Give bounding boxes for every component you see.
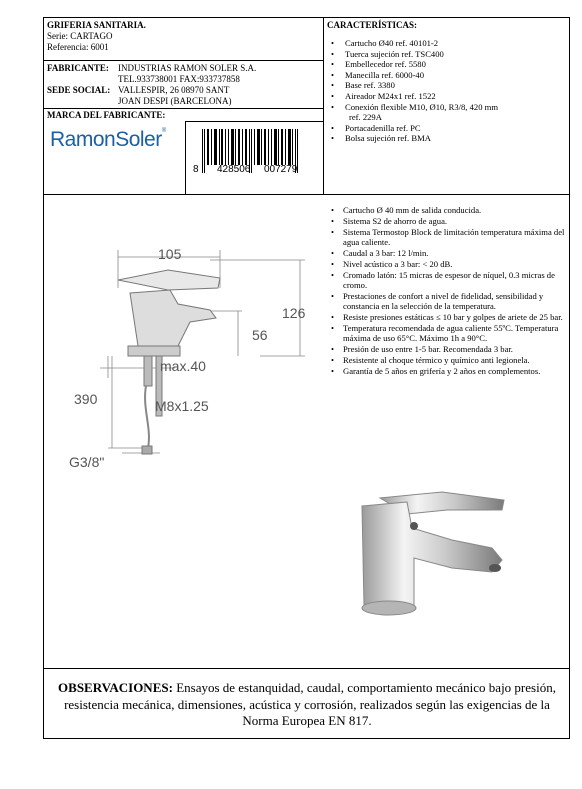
dimension-105: 105 <box>158 246 182 262</box>
list-item: • Nivel acústico a 3 bar: < 20 dB. <box>330 259 568 269</box>
divider-observaciones <box>43 668 570 669</box>
list-item: • Bolsa sujeción ref. BMA <box>327 133 563 144</box>
list-item: • Manecilla ref. 6000-40 <box>327 70 563 81</box>
dimension-56: 56 <box>252 327 268 343</box>
dimension-126: 126 <box>282 305 306 321</box>
list-item: • Cromado latón: 15 micras de espesor de níquel, 0.3 micras de cromo. <box>330 270 568 291</box>
dimension-m8: M8x1.25 <box>155 398 209 414</box>
fabricante-value: INDUSTRIAS RAMON SOLER S.A. <box>118 63 257 73</box>
divider-header-1 <box>43 60 323 61</box>
divider-top-vertical <box>323 17 324 194</box>
conexion-text: Conexión flexible M10, Ø10, R3/8, 420 mm <box>345 101 499 112</box>
list-item: • Resistente al choque térmico y químico anti legionela. <box>330 355 568 365</box>
document-title: GRIFERIA SANITARIA. <box>47 20 146 30</box>
dimension-390: 390 <box>74 391 98 407</box>
barcode-image <box>188 127 319 184</box>
barcode-digit-group-2: 007279 <box>264 164 298 175</box>
divider-top-section <box>43 194 570 195</box>
barcode-digit-1: 8 <box>193 164 199 175</box>
list-item: • Sistema Termostop Block de limitación temperatura máxima del agua caliente. <box>330 227 568 248</box>
list-item: • Cartucho Ø 40 mm de salida conducida. <box>330 205 568 215</box>
observaciones-text: Ensayos de estanquidad, caudal, comportamiento mecánico bajo presión, resistencia mecánica, dimensiones, acústica y corrosión, realizados según las exigencias de la Norma Europea EN 817. <box>64 680 556 728</box>
dimension-max40: max.40 <box>160 358 206 374</box>
list-item: • Resiste presiones estáticas ≤ 10 bar y golpes de ariete de 25 bar. <box>330 312 568 322</box>
barcode-left-border <box>185 121 186 194</box>
list-item: • Cartucho Ø40 ref. 40101-2 <box>327 38 563 49</box>
list-item: • Temperatura recomendada de agua caliente 55ºC. Temperatura máxima de uso 65°C. Máximo 1h a 90°C. <box>330 323 568 344</box>
barcode-digit-group-1: 428506 <box>217 164 251 175</box>
caracteristicas-list <box>327 38 563 144</box>
serie-text: Serie: CARTAGO <box>47 31 113 41</box>
list-item <box>327 102 563 123</box>
observaciones-block <box>52 680 562 730</box>
sede-value: VALLESPIR, 26 08970 SANT <box>118 85 230 95</box>
ramon-soler-logo: RamonSoler® <box>50 128 166 151</box>
observaciones-label: OBSERVACIONES: <box>58 680 173 695</box>
caracteristicas-title: CARACTERÍSTICAS: <box>327 20 418 30</box>
dimension-g38: G3/8" <box>69 454 105 470</box>
list-item: • Embellecedor ref. 5580 <box>327 59 563 70</box>
barcode-top-border <box>185 121 323 122</box>
list-item: • Base ref. 3380 <box>327 80 563 91</box>
conexion-ref: ref. 229A <box>349 112 382 123</box>
list-item: • Tuerca sujeción ref. TSC400 <box>327 49 563 60</box>
referencia-text: Referencia: 6001 <box>47 42 109 52</box>
list-item: • Sistema S2 de ahorro de agua. <box>330 216 568 226</box>
fabricante-phone: TEL.933738001 FAX:933737858 <box>118 74 240 84</box>
brand-name: RamonSoler <box>50 128 162 151</box>
list-item: • Aireador M24x1 ref. 1522 <box>327 91 563 102</box>
list-item: • Prestaciones de confort a nivel de fidelidad, sensibilidad y constancia en la selección de la temperatura. <box>330 291 568 312</box>
faucet-product-image <box>352 488 517 623</box>
list-item: • Garantía de 5 años en grifería y 2 años en complementos. <box>330 366 568 376</box>
fabricante-label: FABRICANTE: <box>47 63 109 73</box>
list-item: • Portacadenilla ref. PC <box>327 123 563 134</box>
sede-label: SEDE SOCIAL: <box>47 85 111 95</box>
features-list <box>330 205 568 377</box>
list-item: • Presión de uso entre 1-5 bar. Recomendada 3 bar. <box>330 344 568 354</box>
list-item: • Caudal a 3 bar: 12 l/min. <box>330 248 568 258</box>
divider-header-2 <box>43 108 323 109</box>
marca-label: MARCA DEL FABRICANTE: <box>47 110 166 120</box>
sede-city: JOAN DESPI (BARCELONA) <box>118 96 232 106</box>
